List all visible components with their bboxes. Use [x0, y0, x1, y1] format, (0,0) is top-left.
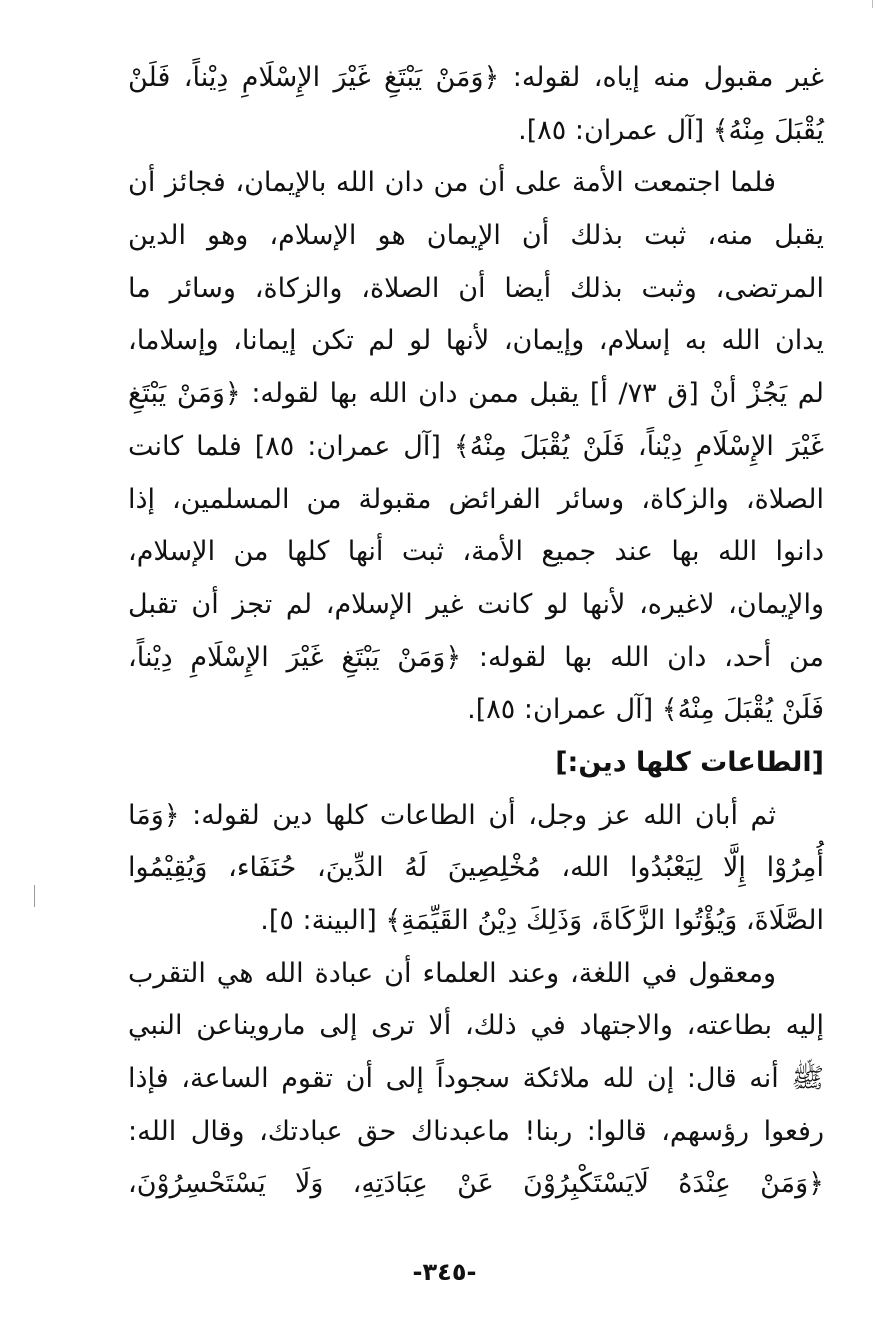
text-line: غَيْرَ الإِسْلَامِ دِيْناً، فَلَنْ يُقْبَلَ مِنْهُ﴾ [آل عمران: ٨٥] فلما كانت: [128, 430, 824, 462]
text-line: دانوا الله بها عند جميع الأمة، ثبت أنها كلها من الإسلام،: [128, 536, 824, 568]
section-heading: [الطاعات كلها دين:]: [555, 746, 824, 778]
text-line: ثم أبان الله عز وجل، أن الطاعات كلها دين لقوله: ﴿وَمَا: [128, 799, 776, 831]
text-line: لم يَجُزْ أنْ [ق ٧٣/ أ] يقبل ممن دان الله بها لقوله: ﴿وَمَنْ يَبْتَغِ: [128, 378, 824, 410]
scan-margin-mark: [34, 885, 35, 907]
text-line: المرتضى، وثبت بذلك أيضا أن الصلاة، والزكاة، وسائر ما: [128, 272, 824, 304]
text-line: ومعقول في اللغة، وعند العلماء أن عبادة الله هي التقرب: [128, 957, 776, 989]
text-line: والإيمان، لاغيره، لأنها لو كانت غير الإسلام، لم تجز أن تقبل: [128, 588, 824, 620]
page-number: -٣٤٥-: [412, 1258, 477, 1286]
text-line: الصلاة، والزكاة، وسائر الفرائض مقبولة من المسلمين، إذا: [128, 483, 824, 515]
text-line: يقبل منه، ثبت بذلك أن الإيمان هو الإسلام، وهو الدين: [128, 220, 824, 252]
scan-corner-mark: [872, 0, 873, 8]
text-line: ﷺ أنه قال: إن لله ملائكة سجوداً إلى أن تقوم الساعة، فإذا: [128, 1063, 824, 1095]
text-line: فَلَنْ يُقْبَلَ مِنْهُ﴾ [آل عمران: ٨٥].: [467, 694, 824, 726]
text-line: ﴿وَمَنْ عِنْدَهُ لَايَسْتَكْبِرُوْنَ عَنْ عِبَادَتِهِ، وَلَا يَسْتَحْسِرُوْنَ،: [128, 1168, 824, 1200]
text-line: الصَّلَاةَ، وَيُؤْتُوا الزَّكَاةَ، وَذَلِكَ دِيْنُ القَيِّمَةِ﴾ [البينة: ٥].: [260, 905, 824, 936]
text-line: أُمِرُوْا إِلَّا لِيَعْبُدُوا الله، مُخْلِصِينَ لَهُ الدِّينَ، حُنَفَاء، وَيُقِيْمُوا: [128, 852, 824, 884]
text-line: من أحد، دان الله بها لقوله: ﴿وَمَنْ يَبْتَغِ غَيْرَ الإِسْلَامِ دِيْناً،: [128, 641, 824, 673]
text-line: إليه بطاعته، والاجتهاد في ذلك، ألا ترى إلى مارويناعن النبي: [128, 1010, 824, 1042]
text-line: غير مقبول منه إياه، لقوله: ﴿وَمَنْ يَبْتَغِ غَيْرَ الإِسْلَامِ دِيْناً، فَلَنْ: [128, 62, 824, 93]
text-line: يُقْبَلَ مِنْهُ﴾ [آل عمران: ٨٥].: [518, 114, 824, 146]
text-line: فلما اجتمعت الأمة على أن من دان الله بالإيمان، فجائز أن: [128, 167, 776, 199]
text-line: يدان الله به إسلام، وإيمان، لأنها لو لم تكن إيمانا، وإسلاما،: [128, 325, 824, 357]
text-line: رفعوا رؤسهم، قالوا: ربنا! ماعبدناك حق عبادتك، وقال الله:: [128, 1115, 824, 1147]
body-text: [128, 52, 824, 1211]
